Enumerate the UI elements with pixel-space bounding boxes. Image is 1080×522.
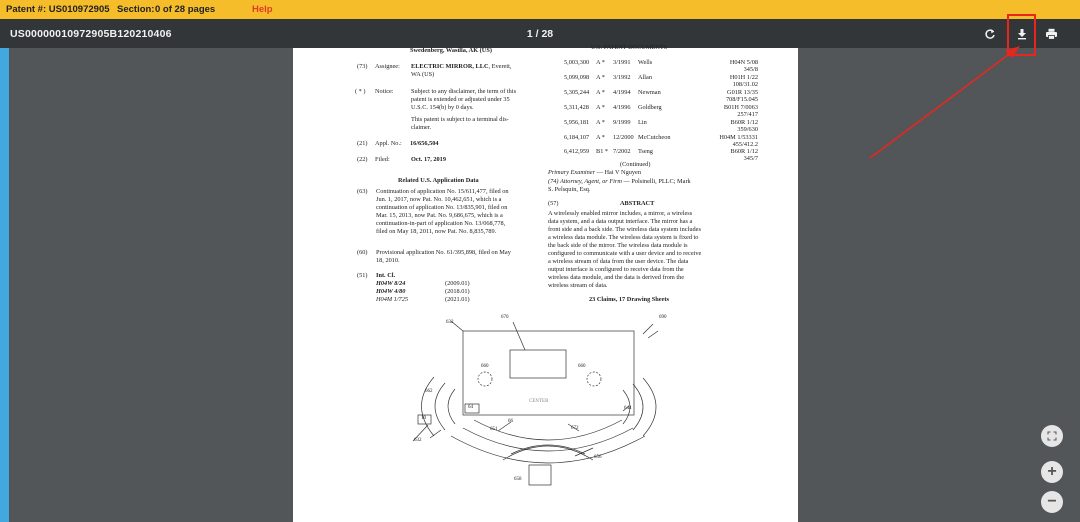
ref-6-cont: 455/412.2	[732, 141, 758, 148]
cont-line-5: continuation-in-part of application No. 13/068,778,	[376, 220, 506, 227]
ref-4-cont: 257/417	[737, 111, 758, 118]
ref-6-no: 6,184,107	[564, 134, 590, 141]
ref-2-cont: 108/31.02	[732, 81, 758, 88]
ref-3-name: Newman	[638, 89, 661, 96]
intcl-date-3: (2021.01)	[445, 296, 470, 303]
ref-4-date: 4/1996	[613, 104, 631, 111]
ref-2-name: Allan	[638, 74, 652, 81]
fig-label-632: 632	[446, 320, 454, 325]
intcl-code-1: H04W 8/24	[376, 280, 406, 287]
fig-label-651: 651	[490, 427, 498, 432]
section-value: 0 of 28 pages	[155, 4, 216, 15]
ref-6-name: McCutcheon	[638, 134, 671, 141]
cont-line-6: filed on May 18, 2011, now Pat. No. 8,835,789.	[376, 228, 497, 235]
ref-1-cont: 345/8	[743, 66, 758, 73]
notice-label: Notice:	[375, 88, 394, 95]
ref-1-cls: H04N 5/08	[729, 59, 758, 66]
abstract-heading: ABSTRACT	[620, 200, 655, 207]
ref-6-cls: H04M 1/53331	[719, 134, 758, 141]
intcl-date-2: (2018.01)	[445, 288, 470, 295]
cont-line-4: Mar. 15, 2013, now Pat. No. 9,686,675, which is a	[376, 212, 503, 219]
appl-label: Appl. No.:	[375, 140, 402, 147]
attorney-line2: S. Pelsquin, Esq.	[548, 186, 591, 193]
abstract-num: (57)	[548, 200, 559, 207]
zoom-out-button[interactable]: −	[1041, 491, 1063, 513]
ref-3-no: 5,305,244	[564, 89, 590, 96]
ref-6-a: A *	[596, 134, 605, 141]
ref-7-no: 6,412,959	[564, 148, 590, 155]
cont-line-3: continuation of application No. 13/835,901, filed on	[376, 204, 508, 211]
intcl-num: (51)	[357, 272, 368, 279]
abstract-line-9: wireless data module, and the data is derived from the	[548, 274, 685, 281]
ref-5-name: Lin	[638, 119, 647, 126]
ref-3-cont: 708/F15.045	[725, 96, 758, 103]
ref-5-a: A *	[596, 119, 605, 126]
cont-num: (63)	[357, 188, 368, 195]
fig-label-64: 64	[468, 405, 473, 410]
ref-1-no: 5,003,300	[564, 59, 590, 66]
abstract-line-6: configured to communicate with a user device and to receive	[548, 250, 702, 257]
fig-label-658: 658	[514, 477, 522, 482]
fig-label-660-left: 660	[481, 364, 489, 369]
ref-1-date: 3/1991	[613, 59, 631, 66]
ref-2-cls: H01H 1/22	[729, 74, 758, 81]
fig-label-644: 644	[624, 406, 632, 411]
ref-2-no: 5,099,098	[564, 74, 590, 81]
intcl-date-1: (2009.01)	[445, 280, 470, 287]
ref-5-cls: B60R 1/12	[730, 119, 758, 126]
ref-1-a: A *	[596, 59, 605, 66]
refs-continued: (Continued)	[620, 161, 651, 168]
fig-label-66: 66	[508, 419, 513, 424]
ref-4-name: Goldberg	[638, 104, 662, 111]
ref-2-a: A *	[596, 74, 605, 81]
fig-label-662: 662	[425, 389, 433, 394]
assignee-line2: WA (US)	[411, 71, 435, 78]
abstract-line-8: output interface is configured to receive data from the	[548, 266, 684, 273]
notice-line-3: U.S.C. 154(b) by 0 days.	[411, 104, 474, 111]
intcl-code-2: H04W 4/80	[376, 288, 406, 295]
abstract-line-3: front side and a back side. The wireless data system includes	[548, 226, 701, 233]
filed-num: (22)	[357, 156, 368, 163]
ref-6-date: 12/2000	[613, 134, 634, 141]
fit-page-button[interactable]	[1041, 425, 1063, 447]
abstract-line-7: a wireless stream of data from the user device. The data	[548, 258, 689, 265]
filed-label: Filed:	[375, 156, 390, 163]
fig-label-660-right: 660	[578, 364, 586, 369]
ref-7-a: B1 *	[596, 148, 609, 155]
patent-drawing	[293, 48, 798, 522]
help-link[interactable]: Help	[252, 4, 273, 15]
ref-1-name: Wells	[638, 59, 653, 66]
notice-line-2: patent is extended or adjusted under 35	[411, 96, 510, 103]
document-title: US00000010972905B120210406	[10, 28, 172, 40]
fig-label-656: 656	[594, 455, 602, 460]
appl-value: 16/656,504	[410, 140, 439, 147]
notice-line-1: Subject to any disclaimer, the term of this	[411, 88, 517, 95]
abstract-line-1: A wirelessly enabled mirror includes, a mirror, a wireless	[548, 210, 693, 217]
ref-4-cls: B01H 7/0063	[723, 104, 758, 111]
inventor-line: Swedenberg, Wasilla, AK (US)	[410, 47, 492, 54]
abstract-line-2: data system, and a data output interface. The mirror has a	[548, 218, 693, 225]
claims-count: 23 Claims, 17 Drawing Sheets	[589, 296, 669, 303]
cont-line-1: Continuation of application No. 15/611,477, filed on	[376, 188, 509, 195]
related-heading: Related U.S. Application Data	[398, 177, 479, 184]
ref-7-cls: B60R 1/12	[730, 148, 758, 155]
ref-2-date: 3/1992	[613, 74, 631, 81]
ref-5-date: 9/1999	[613, 119, 631, 126]
zoom-in-button[interactable]: +	[1041, 461, 1063, 483]
fig-label-690: 690	[659, 315, 667, 320]
section-label: Section:	[117, 4, 155, 15]
intcl-label: Int. Cl.	[376, 272, 396, 279]
prov-line-2: 18, 2010.	[376, 257, 400, 264]
fig-label-672: 672	[571, 426, 579, 431]
cont-line-2: Jun. 1, 2017, now Pat. No. 10,462,651, which is a	[376, 196, 502, 203]
fit-page-icon	[1047, 431, 1057, 441]
ref-7-name: Tseng	[638, 148, 653, 155]
assignee-value: ELECTRIC MIRROR, LLC, Everett,	[411, 63, 512, 70]
ref-7-cont: 345/7	[743, 155, 758, 162]
intcl-code-3: H04M 1/725	[376, 296, 409, 303]
abstract-line-5: the back side of the mirror. The wireless data module is	[548, 242, 688, 249]
ref-5-cont: 359/630	[737, 126, 758, 133]
ref-3-cls: G01R 13/35	[727, 89, 758, 96]
prov-num: (60)	[357, 249, 368, 256]
assignee-num: (73)	[357, 63, 368, 70]
notice-num: ( * )	[355, 88, 366, 95]
primary-examiner: Primary Examiner — Hai V Nguyen	[548, 169, 641, 176]
ref-3-date: 4/1994	[613, 89, 631, 96]
appl-num: (21)	[357, 140, 368, 147]
ref-7-date: 7/2002	[613, 148, 631, 155]
ref-4-no: 5,311,428	[564, 104, 589, 111]
ref-4-a: A *	[596, 104, 605, 111]
filed-value: Oct. 17, 2019	[411, 156, 446, 163]
notice-line-5: claimer.	[411, 124, 432, 131]
ref-3-a: A *	[596, 89, 605, 96]
abstract-line-10: wireless stream of data.	[548, 282, 608, 289]
fig-label-632b: 632	[414, 438, 422, 443]
refs-header: U.S. PATENT DOCUMENTS	[591, 44, 668, 51]
fig-label-10: 10	[421, 416, 426, 421]
attorney-line: (74) Attorney, Agent, or Firm — Polsinelli, PLLC; Mark	[548, 178, 691, 185]
left-side-strip	[0, 48, 9, 522]
pdf-page	[293, 44, 798, 522]
assignee-label: Assignee:	[375, 63, 400, 70]
prov-line-1: Provisional application No. 61/395,898, filed on May	[376, 249, 511, 256]
ref-5-no: 5,956,181	[564, 119, 590, 126]
fig-label-center: CENTER	[529, 399, 549, 404]
fig-label-670: 670	[501, 315, 509, 320]
patent-number: Patent #: US010972905	[6, 4, 110, 15]
page-indicator: 1 / 28	[526, 28, 554, 40]
abstract-line-4: a wireless data module. The wireless data system is fixed to	[548, 234, 699, 241]
notice-line-4: This patent is subject to a terminal dis-	[411, 116, 509, 123]
